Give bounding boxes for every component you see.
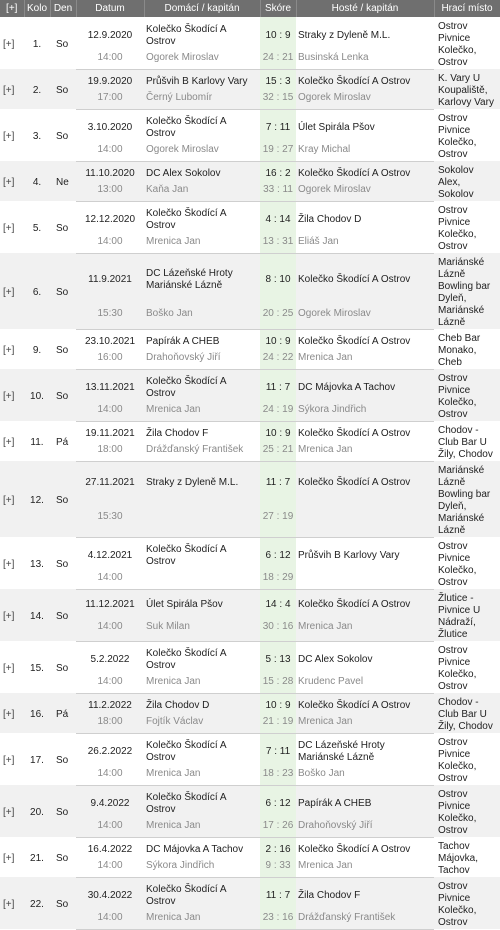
match-date: 12.12.2020 — [76, 201, 144, 235]
home-team: Kolečko Škodící A Ostrov — [144, 109, 260, 143]
header-den: Den — [50, 0, 76, 17]
venue: Mariánské Lázně Bowling bar Dyleň, Mariánské Lázně — [434, 253, 500, 329]
expand-link[interactable]: [+] — [3, 495, 15, 506]
match-time: 14:00 — [76, 616, 144, 641]
expand-link[interactable]: [+] — [3, 611, 15, 622]
legs-score: 24 : 19 — [260, 403, 296, 421]
expand-link[interactable]: [+] — [3, 177, 15, 188]
match-time: 13:00 — [76, 182, 144, 201]
match-score: 11 : 7 — [260, 877, 296, 911]
round-number: 13. — [24, 537, 50, 589]
match-date: 3.10.2020 — [76, 109, 144, 143]
day-of-week: Pá — [50, 421, 76, 461]
away-team: Straky z Dyleně M.L. — [296, 17, 434, 50]
home-captain: Ogorek Miroslav — [144, 143, 260, 161]
match-date: 27.11.2021 — [76, 461, 144, 500]
expand-link[interactable]: [+] — [3, 85, 15, 96]
home-team: Úlet Spirála Pšov — [144, 589, 260, 616]
venue: Ostrov Pivnice Kolečko, Ostrov — [434, 201, 500, 253]
match-score: 11 : 7 — [260, 461, 296, 500]
match-time: 14:00 — [76, 767, 144, 785]
header-datum: Datum — [76, 0, 144, 17]
expand-cell — [0, 253, 24, 329]
round-number: 9. — [24, 329, 50, 369]
expand-cell — [0, 641, 24, 693]
day-of-week: So — [50, 877, 76, 929]
away-team: Kolečko Škodící A Ostrov — [296, 421, 434, 442]
match-date: 19.9.2020 — [76, 69, 144, 90]
venue: Ostrov Pivnice Kolečko, Ostrov — [434, 877, 500, 929]
legs-score: 17 : 26 — [260, 819, 296, 837]
match-time: 17:00 — [76, 90, 144, 109]
home-captain: Suk Milan — [144, 616, 260, 641]
match-time: 18:00 — [76, 442, 144, 461]
match-date: 30.4.2022 — [76, 877, 144, 911]
match-date: 19.11.2021 — [76, 421, 144, 442]
day-of-week: Pá — [50, 693, 76, 733]
expand-cell — [0, 17, 24, 69]
table-row — [0, 253, 500, 302]
legs-score: 18 : 29 — [260, 571, 296, 589]
expand-link[interactable]: [+] — [3, 345, 15, 356]
away-captain: Mrenica Jan — [296, 350, 434, 369]
round-number: 6. — [24, 253, 50, 329]
match-time: 18:00 — [76, 714, 144, 733]
table-row — [0, 537, 500, 571]
match-score: 7 : 11 — [260, 733, 296, 767]
away-captain: Businská Lenka — [296, 50, 434, 69]
day-of-week: So — [50, 201, 76, 253]
expand-link[interactable]: [+] — [3, 39, 15, 50]
away-team: Úlet Spirála Pšov — [296, 109, 434, 143]
legs-score: 27 : 19 — [260, 500, 296, 537]
expand-cell — [0, 733, 24, 785]
match-date: 4.12.2021 — [76, 537, 144, 571]
round-number: 11. — [24, 421, 50, 461]
match-score: 2 : 16 — [260, 837, 296, 858]
table-row — [0, 733, 500, 767]
match-score: 4 : 14 — [260, 201, 296, 235]
day-of-week: So — [50, 537, 76, 589]
match-score: 10 : 9 — [260, 329, 296, 350]
legs-score: 18 : 23 — [260, 767, 296, 785]
away-captain: Ogorek Miroslav — [296, 302, 434, 329]
expand-link[interactable]: [+] — [3, 223, 15, 234]
legs-score: 15 : 28 — [260, 675, 296, 693]
round-number: 2. — [24, 69, 50, 109]
match-score: 10 : 9 — [260, 17, 296, 50]
table-row — [0, 641, 500, 675]
home-team: Kolečko Škodící A Ostrov — [144, 641, 260, 675]
round-number: 15. — [24, 641, 50, 693]
home-captain — [144, 571, 260, 589]
expand-link[interactable]: [+] — [3, 437, 15, 448]
home-team: Žila Chodov F — [144, 421, 260, 442]
home-captain: Ogorek Miroslav — [144, 50, 260, 69]
day-of-week: So — [50, 785, 76, 837]
home-team: DC Lázeňské Hroty Mariánské Lázně — [144, 253, 260, 302]
expand-cell — [0, 785, 24, 837]
expand-link[interactable]: [+] — [3, 131, 15, 142]
home-captain: Fojtík Václav — [144, 714, 260, 733]
legs-score: 24 : 21 — [260, 50, 296, 69]
round-number: 5. — [24, 201, 50, 253]
round-number: 21. — [24, 837, 50, 877]
legs-score: 30 : 16 — [260, 616, 296, 641]
legs-score: 13 : 31 — [260, 235, 296, 253]
match-score: 6 : 12 — [260, 537, 296, 571]
expand-link[interactable]: [+] — [3, 755, 15, 766]
venue: K. Vary U Koupaliště, Karlovy Vary — [434, 69, 500, 109]
match-score: 10 : 9 — [260, 693, 296, 714]
venue: Ostrov Pivnice Kolečko, Ostrov — [434, 785, 500, 837]
day-of-week: So — [50, 17, 76, 69]
match-score: 5 : 13 — [260, 641, 296, 675]
day-of-week: So — [50, 253, 76, 329]
home-team: Kolečko Škodící A Ostrov — [144, 537, 260, 571]
away-captain — [296, 500, 434, 537]
venue: Ostrov Pivnice Kolečko, Ostrov — [434, 641, 500, 693]
round-number: 1. — [24, 17, 50, 69]
header-expand: [+] — [0, 0, 24, 17]
away-team: Papírák A CHEB — [296, 785, 434, 819]
home-team: Žila Chodov D — [144, 693, 260, 714]
table-row — [0, 877, 500, 911]
home-team: Kolečko Škodící A Ostrov — [144, 17, 260, 50]
venue: Ostrov Pivnice Kolečko, Ostrov — [434, 369, 500, 421]
home-captain: Kaňa Jan — [144, 182, 260, 201]
header-skore: Skóre — [260, 0, 296, 17]
match-date: 11.9.2021 — [76, 253, 144, 302]
venue: Chodov - Club Bar U Žily, Chodov — [434, 421, 500, 461]
home-captain: Mrenica Jan — [144, 235, 260, 253]
away-team: DC Lázeňské Hroty Mariánské Lázně — [296, 733, 434, 767]
day-of-week: So — [50, 329, 76, 369]
home-captain: Drahoňovský Jiří — [144, 350, 260, 369]
match-date: 13.11.2021 — [76, 369, 144, 403]
match-time: 14:00 — [76, 50, 144, 69]
home-team: Průšvih B Karlovy Vary — [144, 69, 260, 90]
home-team: Kolečko Škodící A Ostrov — [144, 785, 260, 819]
expand-cell — [0, 161, 24, 201]
round-number: 3. — [24, 109, 50, 161]
venue: Ostrov Pivnice Kolečko, Ostrov — [434, 109, 500, 161]
away-captain: Mrenica Jan — [296, 616, 434, 641]
round-number: 14. — [24, 589, 50, 641]
legs-score: 25 : 21 — [260, 442, 296, 461]
away-captain: Mrenica Jan — [296, 858, 434, 877]
match-date: 23.10.2021 — [76, 329, 144, 350]
match-date: 11.12.2021 — [76, 589, 144, 616]
home-team: Kolečko Škodící A Ostrov — [144, 201, 260, 235]
day-of-week: So — [50, 69, 76, 109]
away-captain: Krudenc Pavel — [296, 675, 434, 693]
home-team: DC Májovka A Tachov — [144, 837, 260, 858]
home-captain: Mrenica Jan — [144, 911, 260, 929]
home-captain: Sýkora Jindřich — [144, 858, 260, 877]
home-team: Straky z Dyleně M.L. — [144, 461, 260, 500]
match-date: 26.2.2022 — [76, 733, 144, 767]
expand-link[interactable]: [+] — [3, 853, 15, 864]
expand-cell — [0, 329, 24, 369]
away-team: Žila Chodov D — [296, 201, 434, 235]
expand-cell — [0, 369, 24, 421]
away-captain: Mrenica Jan — [296, 714, 434, 733]
day-of-week: So — [50, 461, 76, 537]
day-of-week: So — [50, 109, 76, 161]
table-row — [0, 693, 500, 714]
match-score: 14 : 4 — [260, 589, 296, 616]
expand-cell — [0, 877, 24, 929]
day-of-week: So — [50, 837, 76, 877]
match-score: 8 : 10 — [260, 253, 296, 302]
table-header-row — [0, 0, 500, 17]
home-captain — [144, 500, 260, 537]
match-time: 14:00 — [76, 403, 144, 421]
table-row — [0, 201, 500, 235]
match-score: 16 : 2 — [260, 161, 296, 182]
away-team: Kolečko Škodící A Ostrov — [296, 589, 434, 616]
table-row — [0, 17, 500, 50]
away-captain: Drážďanský František — [296, 911, 434, 929]
home-captain: Boško Jan — [144, 302, 260, 329]
table-row — [0, 329, 500, 350]
round-number: 4. — [24, 161, 50, 201]
round-number: 20. — [24, 785, 50, 837]
table-row — [0, 589, 500, 616]
home-captain: Drážďanský František — [144, 442, 260, 461]
away-team: Kolečko Škodící A Ostrov — [296, 837, 434, 858]
venue: Mariánské Lázně Bowling bar Dyleň, Mariánské Lázně — [434, 461, 500, 537]
venue: Chodov - Club Bar U Žily, Chodov — [434, 693, 500, 733]
venue: Sokolov Alex, Sokolov — [434, 161, 500, 201]
expand-link[interactable]: [+] — [3, 709, 15, 720]
legs-score: 24 : 22 — [260, 350, 296, 369]
match-time: 16:00 — [76, 350, 144, 369]
day-of-week: Ne — [50, 161, 76, 201]
away-captain: Sýkora Jindřich — [296, 403, 434, 421]
match-score: 6 : 12 — [260, 785, 296, 819]
home-team: Papírák A CHEB — [144, 329, 260, 350]
legs-score: 32 : 15 — [260, 90, 296, 109]
table-row — [0, 421, 500, 442]
match-date: 11.10.2020 — [76, 161, 144, 182]
table-row — [0, 369, 500, 403]
home-captain: Mrenica Jan — [144, 403, 260, 421]
away-captain: Boško Jan — [296, 767, 434, 785]
venue: Žlutice - Pivnice U Nádraží, Žlutice — [434, 589, 500, 641]
match-score: 7 : 11 — [260, 109, 296, 143]
round-number: 16. — [24, 693, 50, 733]
away-captain: Ogorek Miroslav — [296, 182, 434, 201]
home-team: DC Alex Sokolov — [144, 161, 260, 182]
home-team: Kolečko Škodící A Ostrov — [144, 369, 260, 403]
expand-cell — [0, 537, 24, 589]
matches-body — [0, 17, 500, 929]
table-row — [0, 161, 500, 182]
away-team: Průšvih B Karlovy Vary — [296, 537, 434, 571]
match-date: 12.9.2020 — [76, 17, 144, 50]
match-date: 9.4.2022 — [76, 785, 144, 819]
expand-cell — [0, 837, 24, 877]
away-team: Kolečko Škodící A Ostrov — [296, 253, 434, 302]
venue: Tachov Májovka, Tachov — [434, 837, 500, 877]
home-captain: Mrenica Jan — [144, 675, 260, 693]
match-score: 11 : 7 — [260, 369, 296, 403]
away-captain: Mrenica Jan — [296, 442, 434, 461]
away-team: Kolečko Škodící A Ostrov — [296, 693, 434, 714]
away-team: Kolečko Škodící A Ostrov — [296, 161, 434, 182]
expand-link[interactable]: [+] — [3, 899, 15, 910]
expand-link[interactable]: [+] — [3, 559, 15, 570]
match-time: 14:00 — [76, 675, 144, 693]
match-time: 14:00 — [76, 819, 144, 837]
expand-cell — [0, 201, 24, 253]
match-time: 14:00 — [76, 571, 144, 589]
table-row — [0, 461, 500, 500]
away-captain: Ogorek Miroslav — [296, 90, 434, 109]
expand-cell — [0, 461, 24, 537]
venue: Ostrov Pivnice Kolečko, Ostrov — [434, 17, 500, 69]
table-row — [0, 785, 500, 819]
away-team: Kolečko Škodící A Ostrov — [296, 69, 434, 90]
table-row — [0, 837, 500, 858]
round-number: 17. — [24, 733, 50, 785]
legs-score: 33 : 11 — [260, 182, 296, 201]
table-row — [0, 69, 500, 90]
round-number: 22. — [24, 877, 50, 929]
match-time: 14:00 — [76, 858, 144, 877]
venue: Cheb Bar Monako, Cheb — [434, 329, 500, 369]
expand-link[interactable]: [+] — [3, 807, 15, 818]
away-team: DC Alex Sokolov — [296, 641, 434, 675]
expand-cell — [0, 589, 24, 641]
legs-score: 19 : 27 — [260, 143, 296, 161]
away-team: Kolečko Škodící A Ostrov — [296, 329, 434, 350]
legs-score: 9 : 33 — [260, 858, 296, 877]
day-of-week: So — [50, 369, 76, 421]
expand-cell — [0, 69, 24, 109]
round-number: 12. — [24, 461, 50, 537]
match-time: 14:00 — [76, 235, 144, 253]
away-team: Kolečko Škodící A Ostrov — [296, 461, 434, 500]
legs-score: 23 : 16 — [260, 911, 296, 929]
away-captain: Kray Michal — [296, 143, 434, 161]
match-date: 16.4.2022 — [76, 837, 144, 858]
header-kolo: Kolo — [24, 0, 50, 17]
match-time: 15:30 — [76, 302, 144, 329]
table-row — [0, 109, 500, 143]
day-of-week: So — [50, 733, 76, 785]
venue: Ostrov Pivnice Kolečko, Ostrov — [434, 537, 500, 589]
match-date: 5.2.2022 — [76, 641, 144, 675]
expand-link[interactable]: [+] — [3, 663, 15, 674]
header-hoste: Hosté / kapitán — [296, 0, 434, 17]
expand-cell — [0, 693, 24, 733]
expand-cell — [0, 109, 24, 161]
away-captain: Drahoňovský Jiří — [296, 819, 434, 837]
away-team: Žila Chodov F — [296, 877, 434, 911]
match-score: 10 : 9 — [260, 421, 296, 442]
legs-score: 20 : 25 — [260, 302, 296, 329]
header-domaci: Domácí / kapitán — [144, 0, 260, 17]
home-captain: Mrenica Jan — [144, 767, 260, 785]
away-captain: Eliáš Jan — [296, 235, 434, 253]
expand-cell — [0, 421, 24, 461]
venue: Ostrov Pivnice Kolečko, Ostrov — [434, 733, 500, 785]
match-score: 15 : 3 — [260, 69, 296, 90]
expand-link[interactable]: [+] — [3, 287, 15, 298]
home-team: Kolečko Škodící A Ostrov — [144, 733, 260, 767]
round-number: 10. — [24, 369, 50, 421]
match-time: 14:00 — [76, 911, 144, 929]
home-team: Kolečko Škodící A Ostrov — [144, 877, 260, 911]
expand-link[interactable]: [+] — [3, 391, 15, 402]
away-team: DC Májovka A Tachov — [296, 369, 434, 403]
home-captain: Černý Lubomír — [144, 90, 260, 109]
day-of-week: So — [50, 641, 76, 693]
match-time: 15:30 — [76, 500, 144, 537]
legs-score: 21 : 19 — [260, 714, 296, 733]
away-captain — [296, 571, 434, 589]
match-date: 11.2.2022 — [76, 693, 144, 714]
day-of-week: So — [50, 589, 76, 641]
header-misto: Hrací místo — [434, 0, 500, 17]
home-captain: Mrenica Jan — [144, 819, 260, 837]
match-time: 14:00 — [76, 143, 144, 161]
